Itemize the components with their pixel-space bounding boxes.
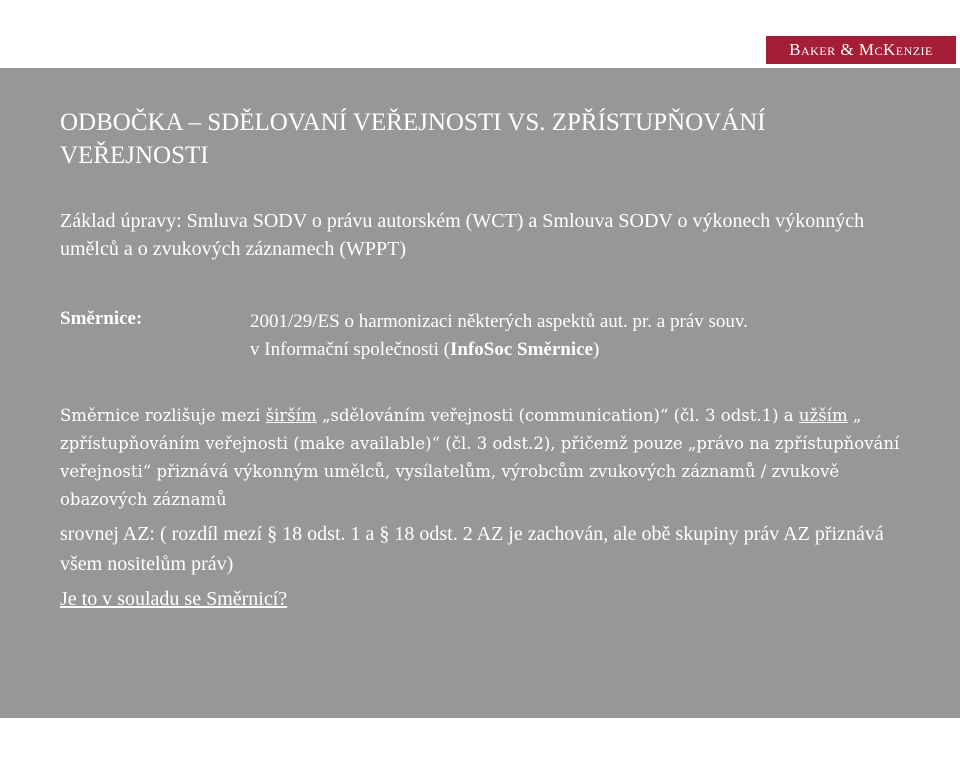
legal-basis-text: Základ úpravy: Smluva SODV o právu autorském (WCT) a Smlouva SODV o výkonech výkonných umělců a o zvukových záznamech (WPPT) bbox=[60, 210, 865, 260]
directive-description bbox=[250, 308, 890, 364]
paragraph-part-2: „sdělováním veřejnosti (communication)“ (čl. 3 odst.1) a bbox=[316, 406, 799, 425]
paragraph-part-3: „ zpřístupňováním veřejnosti (make available)“ (čl. 3 odst.2), přičemž pouze „právo na zpřístupňování veřejnosti“ přiznává výkonným umělců, vysílatelům, výrobcům zvukových záznamů / zvukově obazových záznamů bbox=[60, 406, 900, 509]
footer-copyright: ©2016 Baker & McKenzie bbox=[720, 744, 881, 760]
directive-line-2 bbox=[250, 336, 890, 364]
page-number: 9 bbox=[910, 742, 919, 759]
slide-content bbox=[0, 68, 960, 760]
slide-title: ODBOČKA – SDĚLOVANÍ VEŘEJNOSTI VS. ZPŘÍSTUPŇOVÁNÍ VEŘEJNOSTI bbox=[60, 109, 766, 169]
directive-label: Směrnice: bbox=[60, 308, 143, 329]
comparison-text: srovnej AZ: ( rozdíl mezí § 18 odst. 1 a § 18 odst. 2 AZ je zachován, ale obě skupiny práv AZ přiznává všem nositelům práv) bbox=[60, 523, 884, 575]
directive-line-1: 2001/29/ES o harmonizaci některých aspektů aut. pr. a práv souv. bbox=[250, 311, 748, 332]
distinction-paragraph bbox=[60, 402, 900, 514]
comparison-block bbox=[60, 519, 900, 614]
baker-mckenzie-logo: Baker & McKenzie bbox=[766, 36, 956, 64]
wider-term: širším bbox=[265, 406, 317, 425]
directive-line-2-start: v Informační společnosti ( bbox=[250, 339, 450, 360]
paragraph-part-1: Směrnice rozlišuje mezi bbox=[60, 406, 266, 425]
narrower-term: užším bbox=[798, 406, 848, 425]
top-bar bbox=[0, 0, 960, 68]
directive-short-name: InfoSoc Směrnice bbox=[449, 339, 593, 360]
question-text: Je to v souladu se Směrnicí? bbox=[60, 588, 288, 610]
directive-line-2-end: ) bbox=[593, 339, 600, 360]
